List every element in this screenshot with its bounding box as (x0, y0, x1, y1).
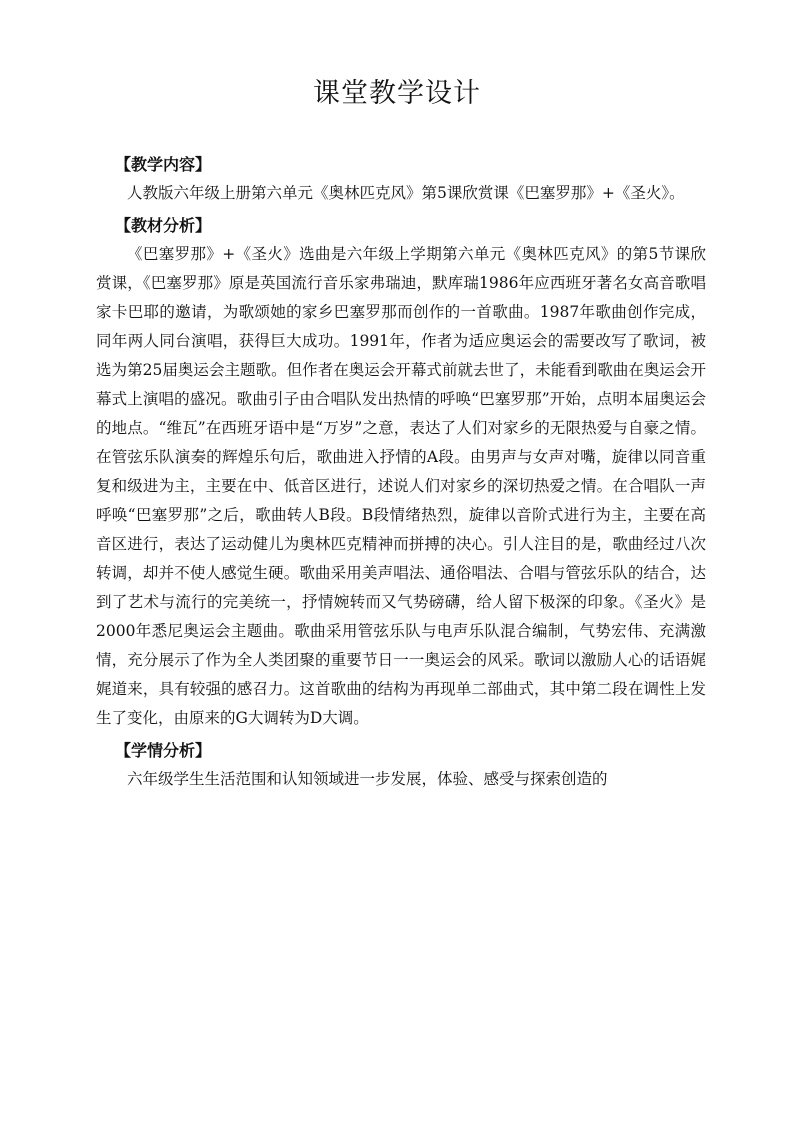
document-body (96, 150, 706, 794)
page-title: 课堂教学设计 (313, 78, 481, 109)
section-paragraph: 《巴塞罗那》+《圣火》选曲是六年级上学期第六单元《奥林匹克风》的第5节课欣赏课，《巴塞罗那》原是英国流行音乐家弗瑞迪，默库瑞1986年应西班牙著名女高音歌唱家卡巴耶的邀请，为歌颂她的家乡巴塞罗那而创作的一首歌曲。1987年歌曲创作完成，同年两人同台演唱，获得巨大成功。1991年，作者为适应奥运会的需要改写了歌词，被选为第25届奥运会主题歌。但作者在奥运会开幕式前就去世了，未能看到歌曲在奥运会开幕式上演唱的盛况。歌曲引子由合唱队发出热情的呼唤“巴塞罗那”开始，点明本届奥运会的地点。“维瓦”在西班牙语中是“万岁”之意，表达了人们对家乡的无限热爱与自豪之情。在管弦乐队演奏的辉煌乐句后，歌曲进入抒情的A段。由男声与女声对嘴，旋律以同音重复和级进为主，主要在中、低音区进行，述说人们对家乡的深切热爱之情。在合唱队一声呼唤“巴塞罗那”之后，歌曲转人B段。B段情绪热烈，旋律以音阶式进行为主，主要在高音区进行，表达了运动健儿为奥林匹克精神而拼搏的决心。引人注目的是，歌曲经过八次转调，却并不使人感觉生硬。歌曲采用美声唱法、通俗唱法、合唱与管弦乐队的结合，达到了艺术与流行的完美统一，抒情婉转而又气势磅礴，给人留下极深的印象。《圣火》是2000年悉尼奥运会主题曲。歌曲采用管弦乐队与电声乐队混合编制，气势宏伟、充满激情，充分展示了作为全人类团聚的重要节日一一奥运会的风采。歌词以激励人心的话语娓娓道来，具有较强的感召力。这首歌曲的结构为再现单二部曲式，其中第二段在调性上发生了变化，由原来的G大调转为D大调。 (96, 245, 706, 727)
section-student-analysis (96, 736, 706, 794)
section-heading: 【学情分析】 (115, 741, 212, 760)
section-paragraph: 人教版六年级上册第六单元《奥林匹克风》第5课欣赏课《巴塞罗那》+《圣火》。 (127, 184, 685, 202)
section-heading: 【教材分析】 (115, 216, 212, 235)
section-material-analysis (96, 211, 706, 733)
section-heading: 【教学内容】 (115, 155, 212, 174)
section-teaching-content (96, 150, 706, 208)
section-paragraph: 六年级学生生活范围和认知领域进一步发展，体验、感受与探索创造的 (127, 770, 608, 788)
